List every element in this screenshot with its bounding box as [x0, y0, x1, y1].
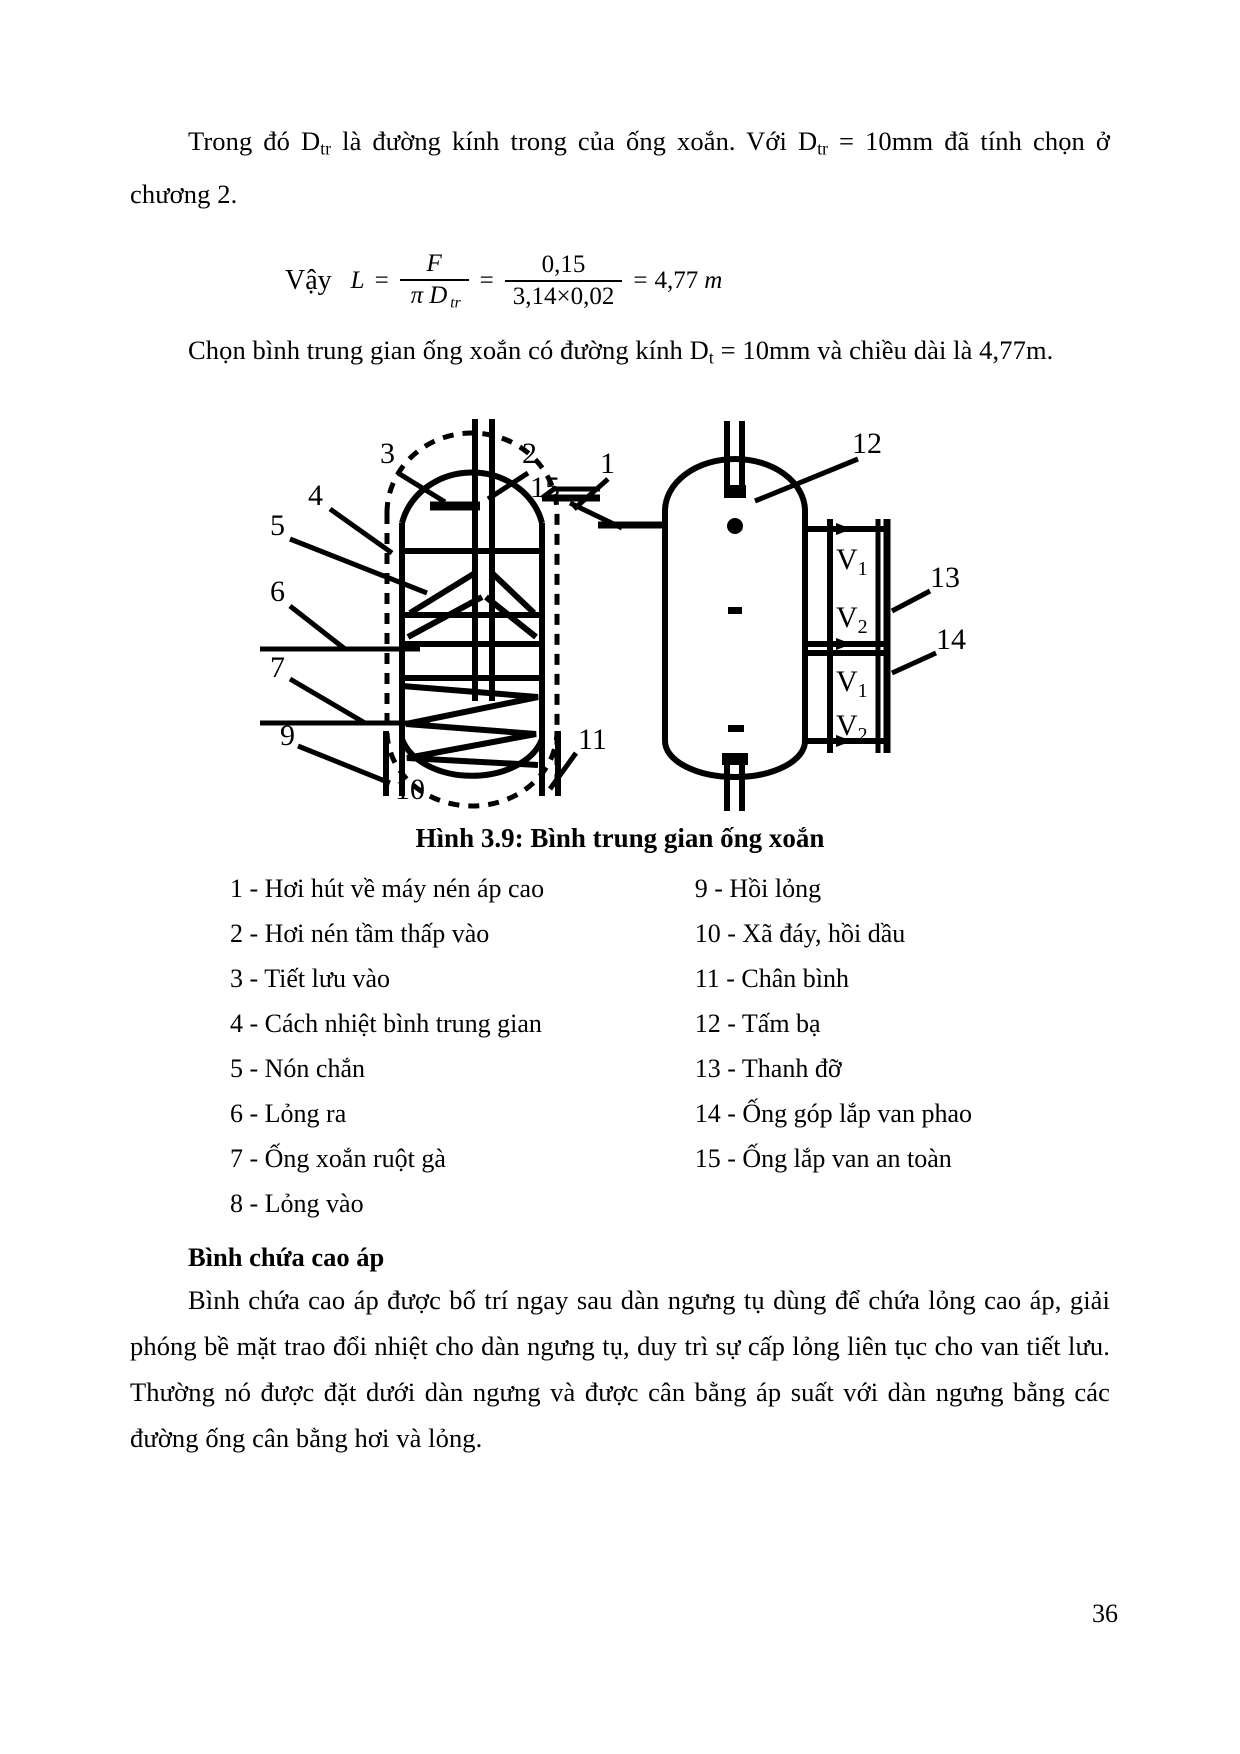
- legend-item: 2 - Hơi nén tầm thấp vào: [230, 918, 490, 948]
- callout-7: 7: [270, 650, 285, 684]
- legend-item: 9 - Hồi lỏng: [694, 873, 822, 903]
- formula-result-value: 4,77: [654, 267, 699, 295]
- callout-2: 2: [522, 436, 537, 470]
- intermediate-vessel-diagram: [130, 401, 1110, 821]
- page-content: [130, 118, 1110, 1461]
- section-heading: Bình chứa cao áp: [188, 1241, 385, 1272]
- intro-suffix: = 10mm đã tính chọn ở chương 2.: [130, 126, 1110, 210]
- formula-equals-1: =: [374, 267, 389, 295]
- formula-fraction-1-numerator: F: [426, 249, 442, 277]
- valve-label-v2-upper: $V_2$: [836, 600, 868, 638]
- callout-5: 5: [270, 508, 285, 542]
- formula-fraction-1: [396, 251, 473, 312]
- callout-13: 13: [930, 560, 960, 594]
- callout-9: 9: [280, 718, 295, 752]
- formula-fraction-2-denominator: 3,14×0,02: [505, 280, 623, 310]
- formula-expression: [348, 251, 726, 312]
- legend-item: 13 - Thanh đỡ: [694, 1053, 842, 1083]
- intro-paragraph: [130, 118, 1110, 217]
- legend-item: 7 - Ống xoắn ruột gà: [230, 1143, 446, 1173]
- callout-14: 14: [936, 622, 966, 656]
- legend-item: 8 - Lỏng vào: [230, 1188, 364, 1218]
- legend-column-left: [230, 866, 695, 1226]
- formula-fraction-1-denominator: [400, 279, 469, 312]
- intro-subscript-1: tr: [320, 138, 332, 159]
- figure-3-9: [130, 401, 1110, 821]
- figure-legend: [130, 866, 1110, 1226]
- choose-paragraph: [130, 327, 1110, 380]
- intro-middle: là đường kính trong của ống xoắn. Với D: [331, 126, 818, 156]
- formula-fraction-2: [501, 252, 627, 311]
- formula-equals-3: =: [633, 267, 648, 295]
- formula-pi-symbol: π: [410, 282, 424, 310]
- legend-item: 14 - Ống góp lắp van phao: [694, 1098, 972, 1128]
- valve-label-v1-lower: $V_1$: [836, 664, 868, 702]
- intro-prefix: Trong đó D: [188, 126, 321, 156]
- legend-column-right: [695, 866, 1110, 1226]
- choose-suffix: = 10mm và chiều dài là 4,77m.: [713, 335, 1054, 366]
- callout-10: 10: [395, 772, 425, 806]
- callout-11: 11: [578, 722, 607, 756]
- figure-caption: Hình 3.9: Bình trung gian ống xoắn: [415, 822, 825, 853]
- section-paragraph: Bình chứa cao áp được bố trí ngay sau dàn ngưng tụ dùng để chứa lỏng cao áp, giải phóng bề mặt trao đổi nhiệt cho dàn ngưng tụ, duy trì sự cấp lỏng liên tục cho van tiết lưu. Thường nó được đặt dưới dàn ngưng và được cân bằng áp suất với dàn ngưng bằng các đường ống cân bằng hơi và lỏng.: [130, 1284, 1110, 1453]
- formula-equals-2: =: [479, 267, 494, 295]
- legend-item: 1 - Hơi hút về máy nén áp cao: [230, 873, 545, 903]
- legend-item: 11 - Chân bình: [694, 963, 850, 993]
- legend-item: 6 - Lỏng ra: [230, 1098, 347, 1128]
- callout-4: 4: [308, 478, 323, 512]
- formula-result-unit: m: [704, 267, 723, 295]
- intro-subscript-2: tr: [817, 138, 829, 159]
- callout-3: 3: [380, 436, 395, 470]
- formula-lhs-variable: L: [350, 267, 365, 295]
- valve-label-v1-top: $V_1$: [836, 542, 868, 580]
- page-number: 36: [1092, 1599, 1118, 1628]
- callout-6: 6: [270, 574, 285, 608]
- valve-label-v2-bottom: $V_2$: [836, 708, 868, 746]
- choose-prefix: Chọn bình trung gian ống xoắn có đường kính D: [188, 335, 709, 366]
- legend-item: 15 - Ống lắp van an toàn: [694, 1143, 952, 1173]
- legend-item: 3 - Tiết lưu vào: [230, 963, 390, 993]
- choose-subscript: t: [708, 347, 714, 368]
- formula-d-symbol: D: [429, 282, 448, 310]
- callout-15: 15: [530, 470, 560, 504]
- formula-block: [130, 243, 1110, 319]
- legend-item: 10 - Xã đáy, hồi dầu: [694, 918, 906, 948]
- legend-item: 5 - Nón chắn: [230, 1053, 366, 1083]
- legend-item: 4 - Cách nhiệt bình trung gian: [230, 1008, 542, 1038]
- callout-1: 1: [600, 446, 615, 480]
- formula-fraction-2-numerator: 0,15: [541, 251, 586, 279]
- formula-d-subscript: tr: [450, 294, 461, 312]
- legend-item: 12 - Tấm bạ: [694, 1008, 821, 1038]
- formula-lead-label: Vậy: [285, 265, 332, 297]
- callout-12: 12: [852, 426, 882, 460]
